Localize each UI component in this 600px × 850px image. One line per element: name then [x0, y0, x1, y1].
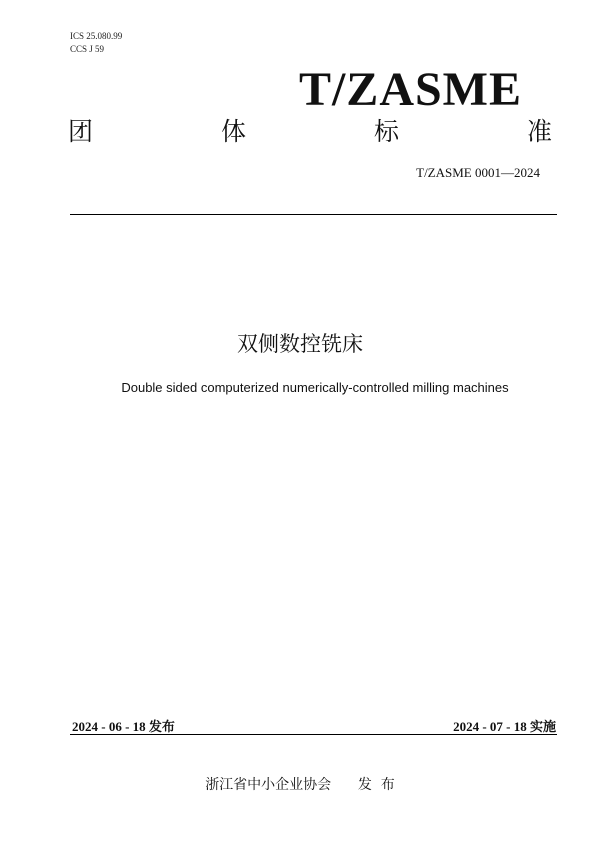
- top-divider: [70, 214, 557, 215]
- standard-type-heading: [68, 116, 552, 148]
- standard-type-char: 团: [68, 117, 94, 146]
- title-chinese: 双侧数控铣床: [237, 332, 363, 356]
- classification-codes: [70, 30, 122, 56]
- standard-type-char: 准: [526, 117, 552, 146]
- ccs-code: CCS J 59: [70, 44, 105, 54]
- standard-type-char: 标: [373, 117, 399, 146]
- standard-type-char: 体: [220, 117, 246, 146]
- implementation-date: 2024 - 07 - 18 实施: [453, 719, 556, 734]
- standard-number: T/ZASME 0001—2024: [416, 165, 540, 180]
- publisher-line: 浙江省中小企业协会 发 布: [205, 777, 395, 793]
- standard-code-logo: T/ZASME: [298, 63, 522, 116]
- title-english: Double sided computerized numerically-controlled milling machines: [121, 380, 509, 395]
- issue-date: 2024 - 06 - 18 发布: [72, 719, 175, 734]
- ics-code: ICS 25.080.99: [70, 31, 123, 41]
- bottom-divider: [70, 734, 557, 735]
